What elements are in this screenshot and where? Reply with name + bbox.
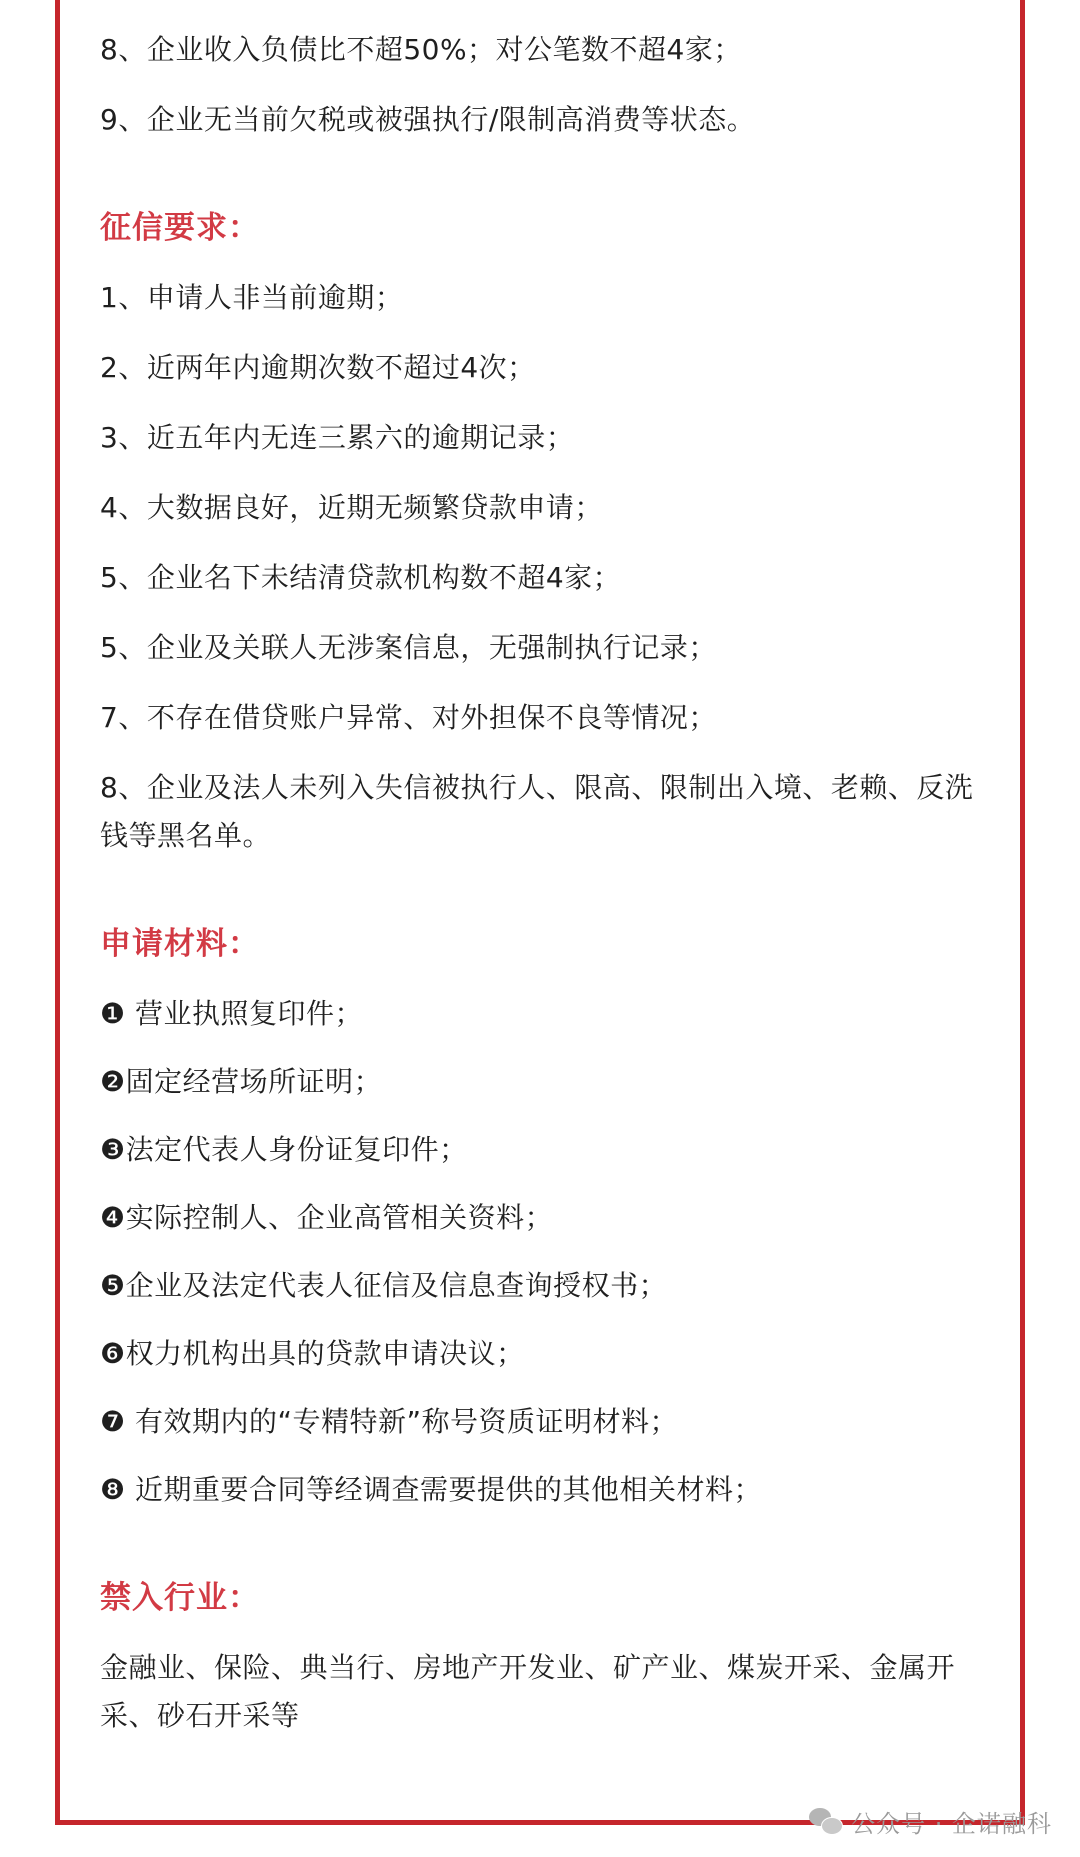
materials-section bbox=[100, 920, 980, 1514]
list-item: 8、企业收入负债比不超50%；对公笔数不超4家； bbox=[100, 33, 742, 66]
list-item: ❸法定代表人身份证复印件； bbox=[100, 1133, 468, 1166]
list-item: 9、企业无当前欠税或被强执行/限制高消费等状态。 bbox=[100, 103, 756, 136]
list-item: ❺企业及法定代表人征信及信息查询授权书； bbox=[100, 1269, 668, 1302]
list-item: ❽ 近期重要合同等经调查需要提供的其他相关材料； bbox=[100, 1473, 763, 1506]
credit-section bbox=[100, 204, 980, 860]
list-item: 5、企业名下未结清贷款机构数不超4家； bbox=[100, 561, 622, 594]
materials-heading: 申请材料： bbox=[100, 926, 260, 962]
credit-heading: 征信要求： bbox=[100, 210, 260, 246]
list-item: 7、不存在借贷账户异常、对外担保不良等情况； bbox=[100, 701, 717, 734]
list-item: ❷固定经营场所证明； bbox=[100, 1065, 383, 1098]
list-item: 3、近五年内无连三累六的逾期记录； bbox=[100, 421, 575, 454]
wechat-icon bbox=[809, 1808, 843, 1836]
banned-industries-text: 金融业、保险、典当行、房地产开发业、矿产业、煤炭开采、金属开采、砂石开采等 bbox=[100, 1651, 956, 1732]
list-item: 4、大数据良好，近期无频繁贷款申请； bbox=[100, 491, 603, 524]
list-item: 1、申请人非当前逾期； bbox=[100, 281, 404, 314]
banned-section bbox=[100, 1574, 980, 1740]
list-item: 2、近两年内逾期次数不超过4次； bbox=[100, 351, 536, 384]
watermark-text: 公众号 · 企诺融科 bbox=[851, 1810, 1052, 1838]
banned-heading: 禁入行业： bbox=[100, 1580, 260, 1616]
article-content bbox=[100, 26, 980, 1762]
basic-requirements-tail bbox=[100, 26, 980, 144]
list-item: ❶ 营业执照复印件； bbox=[100, 997, 364, 1030]
watermark bbox=[809, 1804, 1052, 1839]
list-item: 5、企业及关联人无涉案信息，无强制执行记录； bbox=[100, 631, 717, 664]
list-item: ❼ 有效期内的“专精特新”称号资质证明材料； bbox=[100, 1405, 679, 1438]
list-item: ❻权力机构出具的贷款申请决议； bbox=[100, 1337, 525, 1370]
list-item: 8、企业及法人未列入失信被执行人、限高、限制出入境、老赖、反洗钱等黑名单。 bbox=[100, 771, 974, 852]
list-item: ❹实际控制人、企业高管相关资料； bbox=[100, 1201, 554, 1234]
